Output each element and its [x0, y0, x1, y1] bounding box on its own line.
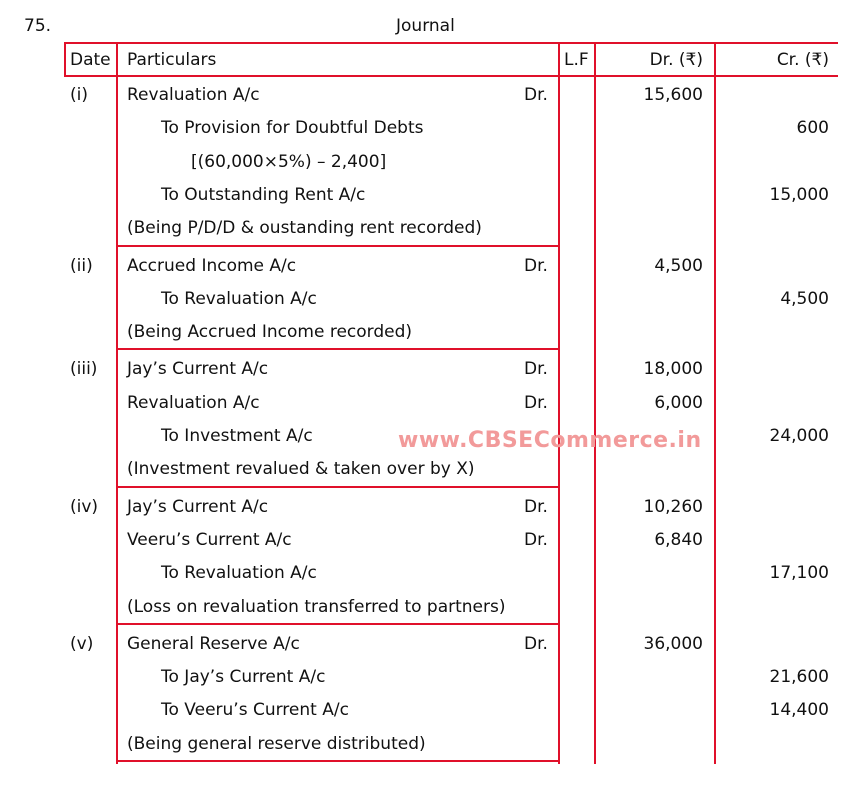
dr-marker: Dr.: [524, 529, 548, 550]
credit-amount: 21,600: [769, 667, 829, 688]
col-particulars-lf: [558, 42, 560, 764]
col-lf-dr: [594, 42, 596, 764]
account-line: To Investment A/c: [161, 426, 313, 446]
debit-amount: 15,600: [643, 85, 703, 105]
account-line: Revaluation A/c: [127, 392, 260, 413]
account-line: To Revaluation A/c: [161, 288, 317, 309]
entry-separator: [117, 348, 560, 350]
col-dr-cr: [714, 42, 716, 764]
entry-separator: [117, 245, 560, 247]
credit-amount: 17,100: [769, 563, 829, 584]
account-line: To Veeru’s Current A/c: [161, 700, 349, 721]
narration: (Being Accrued Income recorded): [127, 322, 413, 343]
header-date: Date: [70, 50, 111, 70]
entry-separator: [117, 760, 560, 762]
entry-id: (ii): [70, 255, 93, 276]
account-line: To Outstanding Rent A/c: [161, 184, 366, 205]
account-line: To Revaluation A/c: [161, 563, 317, 584]
account-line: General Reserve A/c: [127, 633, 300, 654]
dr-marker: Dr.: [524, 496, 548, 517]
question-number: 75.: [24, 16, 52, 36]
entry-separator: [117, 623, 560, 625]
header-dr: Dr. (₹): [649, 50, 703, 70]
journal-title: Journal: [396, 16, 455, 36]
col-left-date: [64, 42, 66, 75]
table-top-rule: [64, 42, 838, 44]
entry-id: (iii): [70, 359, 98, 380]
entry-id: (iv): [70, 496, 99, 517]
account-line: Jay’s Current A/c: [127, 496, 269, 517]
credit-amount: 24,000: [769, 426, 829, 446]
debit-amount: 4,500: [654, 255, 703, 276]
credit-amount: 14,400: [769, 700, 829, 721]
entry-id: (v): [70, 633, 94, 654]
account-line: To Jay’s Current A/c: [161, 667, 326, 688]
watermark: www.CBSECommerce.in: [398, 428, 702, 453]
header-lf: L.F: [564, 50, 589, 70]
credit-amount: 4,500: [780, 288, 829, 309]
narration: (Being general reserve distributed): [127, 733, 426, 754]
dr-marker: Dr.: [524, 255, 548, 276]
account-line: To Provision for Doubtful Debts: [161, 118, 424, 139]
dr-marker: Dr.: [524, 85, 548, 105]
account-line: [(60,000×5%) – 2,400]: [191, 151, 387, 172]
col-date-particulars: [116, 42, 118, 764]
dr-marker: Dr.: [524, 633, 548, 654]
debit-amount: 10,260: [643, 496, 703, 517]
narration: (Investment revalued & taken over by X): [127, 459, 475, 480]
debit-amount: 18,000: [643, 359, 703, 380]
account-line: Jay’s Current A/c: [127, 359, 269, 380]
dr-marker: Dr.: [524, 392, 548, 413]
entry-id: (i): [70, 85, 88, 105]
debit-amount: 6,000: [654, 392, 703, 413]
narration: (Being P/D/D & oustanding rent recorded): [127, 218, 482, 239]
header-particulars: Particulars: [127, 50, 217, 70]
header-bottom-rule: [64, 75, 838, 77]
account-line: Veeru’s Current A/c: [127, 529, 292, 550]
entry-separator: [117, 486, 560, 488]
account-line: Revaluation A/c: [127, 85, 260, 105]
debit-amount: 6,840: [654, 529, 703, 550]
credit-amount: 600: [796, 118, 829, 139]
debit-amount: 36,000: [643, 633, 703, 654]
dr-marker: Dr.: [524, 359, 548, 380]
header-cr: Cr. (₹): [776, 50, 829, 70]
narration: (Loss on revaluation transferred to partners): [127, 596, 506, 617]
credit-amount: 15,000: [769, 184, 829, 205]
account-line: Accrued Income A/c: [127, 255, 297, 276]
